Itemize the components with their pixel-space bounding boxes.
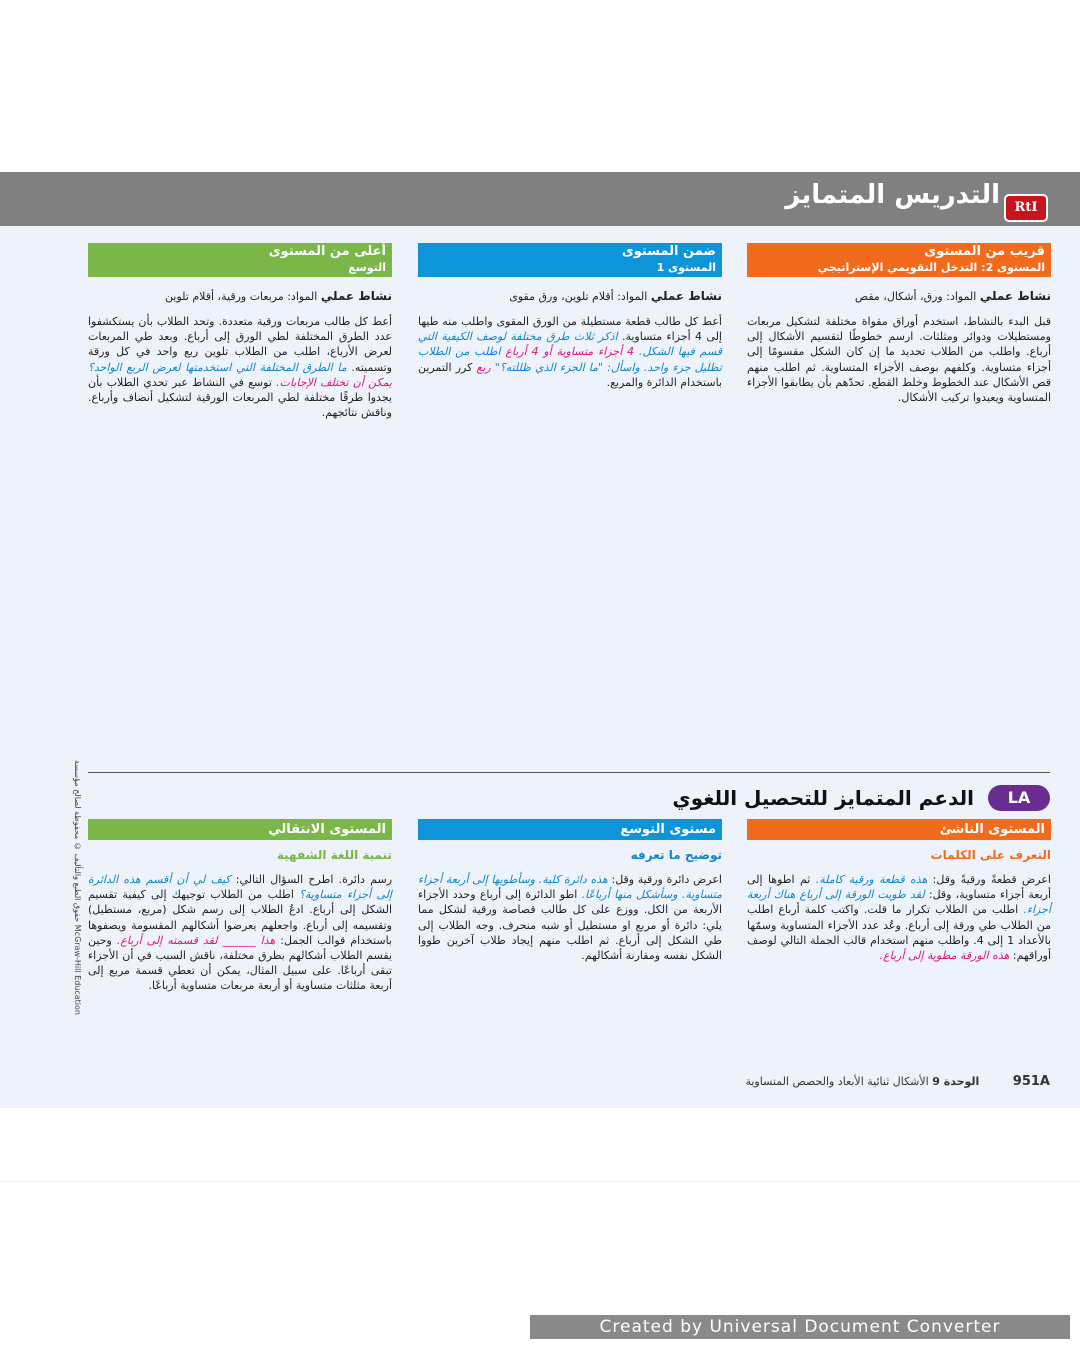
body-text: رسم دائرة. اطرح السؤال التالي: [230,873,393,886]
body-text: اطو الدائرة إلى أرباع وحدد الأجزاء الأربعة من الكل. ووزع على كل طالب قصاصة ورقية لشكل مما يلي: دائرة أو مربع او مستطيل أو شبه منحرف. وجه الطلاب إلى طي الشكل إلى أرباع. ثم اطلب منهم إيجاد طلاب آخرين طووا الشكل نفسه ومقارنة أشكالهم. [418,888,722,963]
header-subtitle: المستوى 2: التدخل التقويمي الإستراتيجي [817,261,1045,274]
body-text: اعرض دائرة ورقية وقل: [607,873,722,886]
body-text: وحين يقسم الطلاب أشكالهم بطرق مختلفة، ناقش السبب في أن الأجزاء تبقى أرباعًا. على سبيل المثال، يمكن أن تعطي قسمة مربع إلى أربعة مثلثات متساوية أو أربعة مربعات متساوية أرباعًا. [88,933,392,993]
activity-line [418,289,722,304]
column-header [747,819,1051,840]
header-title: قريب من المستوى [924,244,1045,259]
body-text: ثم اطوها إلى أربعة أجزاء متساوية، وقل: [747,873,1051,902]
la-badge: LA [988,785,1050,811]
rti-badge: RtI [1004,194,1048,222]
activity-label: نشاط عملي [979,289,1051,303]
activity-body [418,314,722,390]
sentence-frame: هذا ______ لقد قسمته إلى أرباع. [111,933,276,947]
sentence-frame: هذه الورقة مطوية إلى أرباع. [879,949,1010,963]
body-text: قبل البدء بالنشاط، استخدم أوراق مقواة مختلفة لتشكيل مربعات ومستطيلات ودوائر ومثلثات. ارسم خطوطًا لتقسيم الأشكال إلى أرباع. واطلب من الطلاب تحديد ما إن كان الشكل مقسومًا إلى أجزاء متساوية. وكلفهم بوصف الأجزاء المتساوية. ثم اطلب منهم قص الأشكال عند الخطوط وخلط القطع. تحدّهم بأن يطابقوا الأجزاء المتساوية ويعيدوا تركيب الأشكال. [747,315,1051,405]
activity-body [747,314,1051,405]
column-header [747,243,1051,277]
header-subtitle: المستوى 1 [656,261,716,274]
body-text: كرر التمرين باستخدام الدائرة والمربع. [418,360,722,389]
column-approaching-level [747,243,1051,405]
header-title: مستوى التوسع [620,822,716,837]
teacher-prompt: هذه دائرة كلية. وسأطويها إلى أربعة أجزاء متساوية. وسأشكل منها أرباعًا. [418,873,722,902]
page-edge [0,1181,1080,1182]
body-text: توسع في النشاط عبر تحدي الطلاب بأن يجدوا طرقًا مختلفة لطي المربعات الورقية لتشكيل أنصاف وأرباع. وناقش نتائجهم. [88,375,392,420]
activity-line [88,289,392,304]
header-title: ضمن المستوى [621,244,716,259]
activity-body [747,872,1051,963]
student-answer: يمكن أن تختلف الإجابات. [271,375,392,389]
column-expanding-level [418,819,722,963]
header-title: المستوى الانتقالي [268,822,386,837]
column-header [418,819,722,840]
header-title: المستوى الناشئ [939,822,1045,837]
activity-line [747,289,1051,304]
language-section-title: الدعم المتمايز للتحصيل اللغوي [672,786,974,810]
column-subheader: توضيح ما تعرفه [630,848,722,862]
activity-label: نشاط عملي [650,289,722,303]
body-text: اطلب من الطلاب تكرار ما قلت. واكتب كلمة أرباع اطلب من الطلاب طي ورقة إلى أرباع. وعُد عدد الأجزاء المتساوية وسمّها بالأعداد 1 إلى 4. واطلب منهم استخدام قالب الجملة التالي لوصف أوراقهم: [747,903,1051,963]
activity-body [88,314,392,420]
teacher-prompt: اذكر ثلاث طرق مختلفة لوصف الكيفية التي قسم فيها الشكل. [418,330,722,359]
unit-label: الوحدة 9 [932,1075,980,1088]
body-text: اعرض قطعةً ورقيةً وقل: [927,873,1051,886]
materials-text: المواد: ورق، أشكال، مقص [854,290,977,303]
page-number: 951A [1012,1074,1050,1089]
activity-body [88,872,392,994]
section-title: التدريس المتمايز [785,180,1000,210]
header-title: أعلى من المستوى [268,244,386,259]
unit-title: الأشكال ثنائية الأبعاد والحصص المتساوية [745,1075,929,1088]
column-bridging-level [88,819,392,994]
student-answer: ربع [472,360,491,374]
column-emerging-level [747,819,1051,963]
teacher-prompt: ما الطرق المختلفة التي استخدمتها لعرض الربع الواحد؟ [88,360,347,374]
page-footer [745,1074,1050,1089]
column-header [418,243,722,277]
header-subtitle: التوسع [348,261,386,274]
column-on-level [418,243,722,390]
materials-text: المواد: مربعات ورقية، أقلام تلوين [165,290,318,303]
section-divider [88,772,1050,773]
teacher-prompt: كيف لي أن أقسم هذه الدائرة إلى أجزاء متساوية؟ [88,873,392,902]
copyright-notice: حقوق الطبع والتأليف © محفوظة لصالح مؤسسة McGraw-Hill Education [73,760,82,1015]
teacher-prompt: لقد طويت الورقة إلى أرباع هناك أربعة أجزاء. [747,888,1051,917]
column-beyond-level [88,243,392,420]
activity-label: نشاط عملي [320,289,392,303]
teacher-prompt: هذه قطعة ورقية كاملة. [810,873,928,886]
body-text: أعط كل طالب قطعة مستطيلة من الورق المقوى واطلب منه طيها إلى 4 أجزاء متساوية. [418,315,722,344]
column-subheader: التعرف على الكلمات [930,848,1051,862]
materials-text: المواد: أقلام تلوين، ورق مقوى [509,290,648,303]
column-header [88,243,392,277]
body-text: اطلب من الطلاب توجيهك إلى كيفية تقسيم الشكل إلى أرباع. ادعُ الطلاب إلى رسم شكل (مربع، مستطيل) وتقسيمه إلى أرباع. واجعلهم يعرضوا أشكالهم المقسومة ويصفوها باستخدام قوالب الجمل: [88,888,392,947]
column-header [88,819,392,840]
student-answer: 4 أجزاء متساوية أو 4 أرباع [500,345,634,359]
teacher-prompt: اطلب من الطلاب تظليل جزء واحد. واسأل: "ما الجزء الذي ظللته؟" [418,345,722,374]
activity-body [418,872,722,963]
converter-watermark: Created by Universal Document Converter [530,1315,1070,1339]
body-text: أعط كل طالب مربعات ورقية متعددة. وتحد الطلاب بأن يستكشفوا عدد الطرق المختلفة لطي الورق إلى أرباع. وبعد طي المربعات لعرض الأرباع، اطلب من الطلاب تلوين ربع واحد في كل ورقة وتسميته. [88,315,392,374]
column-subheader: تنمية اللغة الشفهية [276,848,392,862]
